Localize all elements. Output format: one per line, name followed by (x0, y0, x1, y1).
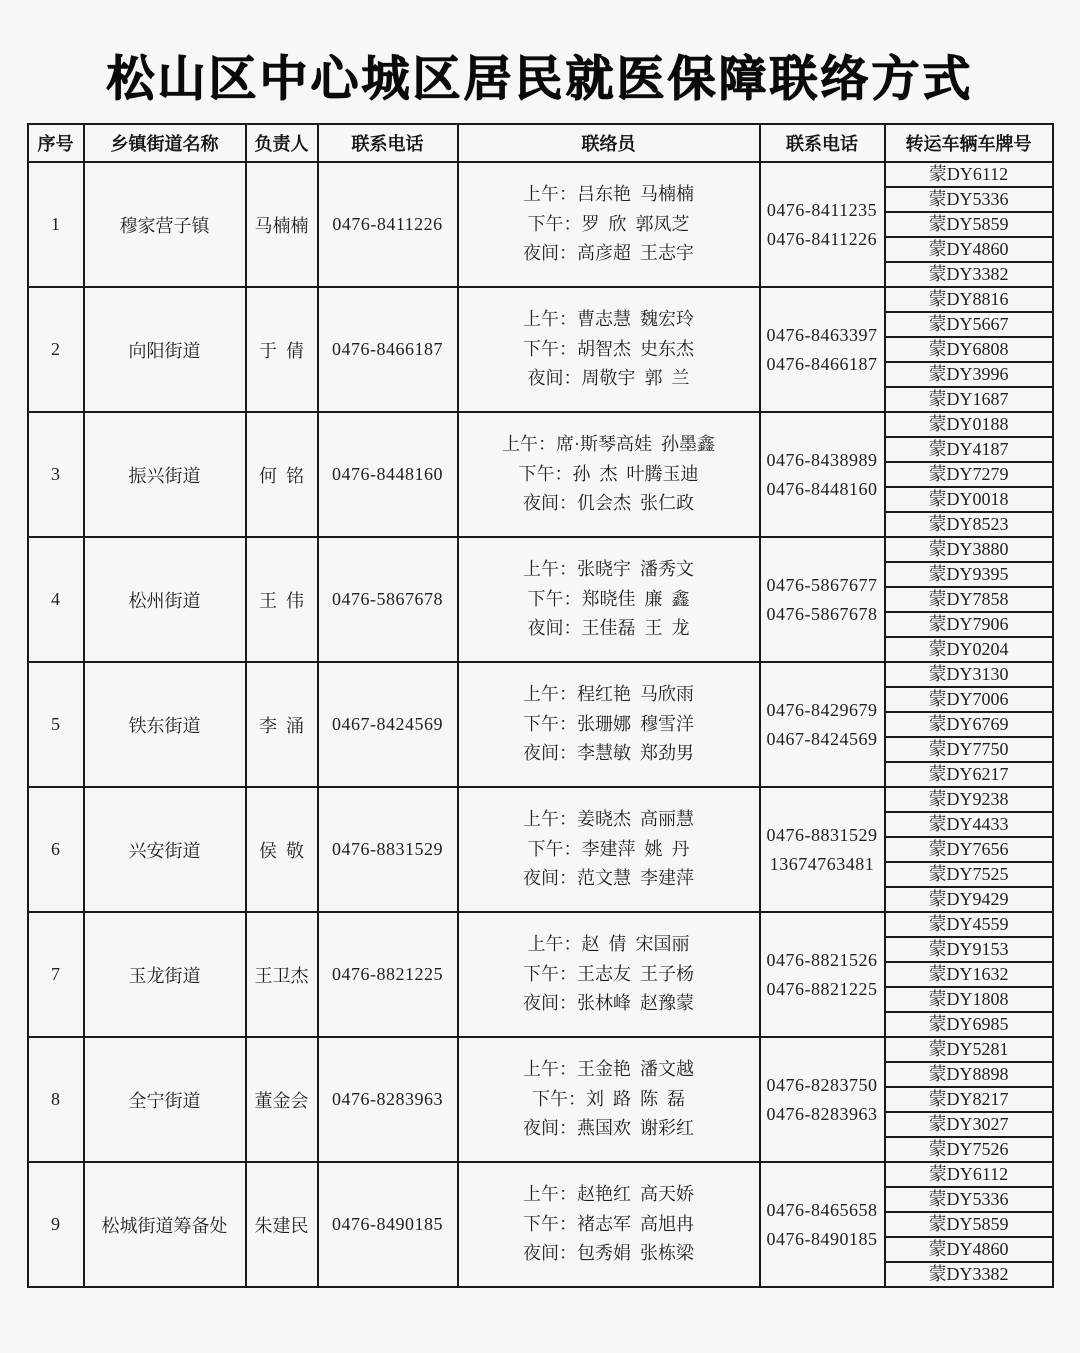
liaison-line: 夜间：王佳磊 王 龙 (527, 618, 690, 639)
liaison-phone-line: 0476-8411235 (766, 199, 878, 220)
cell-row-number: 5 (28, 662, 84, 787)
cell-vehicle-plate: 蒙DY7279 (885, 462, 1053, 487)
cell-vehicle-plate: 蒙DY7750 (885, 737, 1053, 762)
liaison-phone-line: 0467-8424569 (766, 728, 878, 749)
liaison-phone-line: 0476-8463397 (766, 324, 878, 345)
liaison-phone-line: 0476-8465658 (766, 1199, 878, 1220)
liaison-phone-line: 0476-8466187 (766, 353, 878, 374)
cell-liaisons (458, 912, 760, 1037)
cell-leader-phone: 0467-8424569 (318, 662, 458, 787)
cell-row-number: 4 (28, 537, 84, 662)
cell-leader-phone: 0476-8821225 (318, 912, 458, 1037)
cell-vehicle-plate: 蒙DY6985 (885, 1012, 1053, 1037)
cell-vehicle-plate: 蒙DY5281 (885, 1037, 1053, 1062)
liaison-line: 上午：吕东艳 马楠楠 (523, 183, 694, 204)
cell-vehicle-plate: 蒙DY5336 (885, 1187, 1053, 1212)
liaison-line: 上午：赵艳红 高天娇 (523, 1183, 694, 1204)
cell-vehicle-plate: 蒙DY8217 (885, 1087, 1053, 1112)
liaison-line: 下午：刘 路 陈 磊 (532, 1088, 685, 1109)
liaison-phone-line: 0476-8411226 (766, 228, 878, 249)
cell-liaisons (458, 662, 760, 787)
cell-street-name: 向阳街道 (84, 287, 246, 412)
liaison-phone-line: 0476-8821526 (766, 949, 878, 970)
cell-leader-phone: 0476-8466187 (318, 287, 458, 412)
cell-vehicle-plate: 蒙DY5336 (885, 187, 1053, 212)
cell-vehicle-plate: 蒙DY0018 (885, 487, 1053, 512)
column-header: 序号 (28, 124, 84, 162)
liaison-line: 下午：李建萍 姚 丹 (527, 838, 690, 859)
table-row (28, 537, 1053, 562)
cell-leader-name: 王卫杰 (246, 912, 318, 1037)
liaison-line: 夜间：张林峰 赵豫蒙 (523, 993, 694, 1014)
cell-liaison-phones (760, 662, 885, 787)
cell-vehicle-plate: 蒙DY3996 (885, 362, 1053, 387)
liaison-line: 上午：程红艳 马欣雨 (523, 683, 694, 704)
cell-liaisons (458, 1037, 760, 1162)
cell-liaisons (458, 162, 760, 287)
cell-vehicle-plate: 蒙DY4433 (885, 812, 1053, 837)
cell-leader-phone: 0476-5867678 (318, 537, 458, 662)
cell-liaison-phones (760, 1162, 885, 1287)
cell-street-name: 穆家营子镇 (84, 162, 246, 287)
column-header: 联系电话 (760, 124, 885, 162)
cell-liaison-phones (760, 537, 885, 662)
liaison-phone-line: 0476-5867678 (766, 603, 878, 624)
cell-street-name: 松城街道筹备处 (84, 1162, 246, 1287)
table-row (28, 1037, 1053, 1062)
cell-vehicle-plate: 蒙DY9153 (885, 937, 1053, 962)
liaison-line: 上午：席·斯琴高娃 孙墨鑫 (502, 433, 715, 454)
cell-vehicle-plate: 蒙DY8523 (885, 512, 1053, 537)
cell-vehicle-plate: 蒙DY8898 (885, 1062, 1053, 1087)
cell-row-number: 3 (28, 412, 84, 537)
liaison-line: 夜间：高彦超 王志宇 (523, 243, 694, 264)
cell-row-number: 7 (28, 912, 84, 1037)
column-header: 联络员 (458, 124, 760, 162)
liaison-line: 夜间：李慧敏 郑劲男 (523, 743, 694, 764)
table-row (28, 162, 1053, 187)
cell-street-name: 全宁街道 (84, 1037, 246, 1162)
cell-vehicle-plate: 蒙DY6112 (885, 1162, 1053, 1187)
table-header-row (28, 124, 1053, 162)
cell-leader-name: 董金会 (246, 1037, 318, 1162)
liaison-line: 下午：张珊娜 穆雪洋 (523, 713, 694, 734)
liaison-line: 下午：孙 杰 叶腾玉迪 (518, 463, 699, 484)
cell-leader-phone: 0476-8490185 (318, 1162, 458, 1287)
liaison-line: 夜间：包秀娟 张栋梁 (523, 1243, 694, 1264)
cell-leader-phone: 0476-8448160 (318, 412, 458, 537)
column-header: 联系电话 (318, 124, 458, 162)
liaison-line: 下午：郑晓佳 廉 鑫 (527, 588, 690, 609)
liaison-phone-line: 0476-8821225 (766, 978, 878, 999)
table-body (28, 162, 1053, 1287)
cell-street-name: 玉龙街道 (84, 912, 246, 1037)
cell-row-number: 6 (28, 787, 84, 912)
liaison-phone-line: 13674763481 (769, 853, 875, 874)
liaison-line: 上午：曹志慧 魏宏玲 (523, 308, 694, 329)
cell-vehicle-plate: 蒙DY9429 (885, 887, 1053, 912)
liaison-line: 上午：赵 倩 宋国丽 (527, 933, 690, 954)
column-header: 转运车辆车牌号 (885, 124, 1053, 162)
cell-vehicle-plate: 蒙DY3382 (885, 1262, 1053, 1287)
liaison-phone-line: 0476-8283963 (766, 1103, 878, 1124)
cell-vehicle-plate: 蒙DY7006 (885, 687, 1053, 712)
table-row (28, 787, 1053, 812)
cell-vehicle-plate: 蒙DY9395 (885, 562, 1053, 587)
cell-vehicle-plate: 蒙DY6217 (885, 762, 1053, 787)
cell-liaison-phones (760, 787, 885, 912)
cell-vehicle-plate: 蒙DY9238 (885, 787, 1053, 812)
cell-liaison-phones (760, 1037, 885, 1162)
cell-vehicle-plate: 蒙DY4860 (885, 1237, 1053, 1262)
liaison-phone-line: 0476-8438989 (766, 449, 878, 470)
cell-vehicle-plate: 蒙DY6769 (885, 712, 1053, 737)
cell-vehicle-plate: 蒙DY8816 (885, 287, 1053, 312)
liaison-phone-line: 0476-8429679 (766, 699, 878, 720)
cell-vehicle-plate: 蒙DY7858 (885, 587, 1053, 612)
liaison-phone-line: 0476-5867677 (766, 574, 878, 595)
liaison-line: 下午：罗 欣 郭凤芝 (527, 213, 690, 234)
cell-vehicle-plate: 蒙DY3382 (885, 262, 1053, 287)
cell-vehicle-plate: 蒙DY5859 (885, 212, 1053, 237)
cell-vehicle-plate: 蒙DY3130 (885, 662, 1053, 687)
cell-vehicle-plate: 蒙DY7656 (885, 837, 1053, 862)
cell-vehicle-plate: 蒙DY7525 (885, 862, 1053, 887)
liaison-line: 夜间：燕国欢 谢彩红 (523, 1118, 694, 1139)
cell-vehicle-plate: 蒙DY4187 (885, 437, 1053, 462)
column-header: 乡镇街道名称 (84, 124, 246, 162)
cell-vehicle-plate: 蒙DY1632 (885, 962, 1053, 987)
liaison-line: 上午：姜晓杰 高丽慧 (523, 808, 694, 829)
cell-row-number: 9 (28, 1162, 84, 1287)
cell-vehicle-plate: 蒙DY0204 (885, 637, 1053, 662)
liaison-line: 上午：王金艳 潘文越 (523, 1058, 694, 1079)
cell-leader-name: 马楠楠 (246, 162, 318, 287)
cell-leader-name: 王 伟 (246, 537, 318, 662)
cell-street-name: 振兴街道 (84, 412, 246, 537)
liaison-line: 下午：胡智杰 史东杰 (523, 338, 694, 359)
table-row (28, 412, 1053, 437)
cell-liaisons (458, 1162, 760, 1287)
cell-liaison-phones (760, 162, 885, 287)
cell-liaisons (458, 787, 760, 912)
cell-vehicle-plate: 蒙DY3880 (885, 537, 1053, 562)
table-row (28, 287, 1053, 312)
cell-street-name: 兴安街道 (84, 787, 246, 912)
cell-vehicle-plate: 蒙DY7906 (885, 612, 1053, 637)
cell-liaison-phones (760, 912, 885, 1037)
cell-liaisons (458, 412, 760, 537)
liaison-line: 上午：张晓宇 潘秀文 (523, 558, 694, 579)
liaison-phone-line: 0476-8831529 (766, 824, 878, 845)
cell-leader-phone: 0476-8411226 (318, 162, 458, 287)
liaison-line: 下午：王志友 王子杨 (523, 963, 694, 984)
cell-liaisons (458, 537, 760, 662)
page-title: 松山区中心城区居民就医保障联络方式 (106, 53, 974, 106)
cell-leader-name: 何 铭 (246, 412, 318, 537)
cell-vehicle-plate: 蒙DY1808 (885, 987, 1053, 1012)
cell-vehicle-plate: 蒙DY6112 (885, 162, 1053, 187)
cell-vehicle-plate: 蒙DY4860 (885, 237, 1053, 262)
cell-vehicle-plate: 蒙DY5859 (885, 1212, 1053, 1237)
liaison-line: 夜间：仉会杰 张仁政 (523, 493, 694, 514)
cell-vehicle-plate: 蒙DY3027 (885, 1112, 1053, 1137)
cell-leader-name: 侯 敬 (246, 787, 318, 912)
cell-vehicle-plate: 蒙DY4559 (885, 912, 1053, 937)
liaison-line: 夜间：周敬宇 郭 兰 (527, 368, 690, 389)
cell-leader-name: 李 涌 (246, 662, 318, 787)
table-row (28, 662, 1053, 687)
cell-vehicle-plate: 蒙DY7526 (885, 1137, 1053, 1162)
cell-vehicle-plate: 蒙DY5667 (885, 312, 1053, 337)
liaison-phone-line: 0476-8283750 (766, 1074, 878, 1095)
liaison-line: 夜间：范文慧 李建萍 (523, 868, 694, 889)
cell-leader-phone: 0476-8283963 (318, 1037, 458, 1162)
column-header: 负责人 (246, 124, 318, 162)
cell-vehicle-plate: 蒙DY6808 (885, 337, 1053, 362)
cell-street-name: 松州街道 (84, 537, 246, 662)
liaison-line: 下午：褚志军 高旭冉 (523, 1213, 694, 1234)
cell-vehicle-plate: 蒙DY0188 (885, 412, 1053, 437)
liaison-phone-line: 0476-8490185 (766, 1228, 878, 1249)
contact-table (27, 123, 1054, 1288)
cell-row-number: 8 (28, 1037, 84, 1162)
cell-liaison-phones (760, 412, 885, 537)
cell-row-number: 1 (28, 162, 84, 287)
cell-leader-name: 于 倩 (246, 287, 318, 412)
table-row (28, 1162, 1053, 1187)
table-head (28, 124, 1053, 162)
cell-liaison-phones (760, 287, 885, 412)
cell-leader-name: 朱建民 (246, 1162, 318, 1287)
cell-row-number: 2 (28, 287, 84, 412)
cell-vehicle-plate: 蒙DY1687 (885, 387, 1053, 412)
cell-street-name: 铁东街道 (84, 662, 246, 787)
cell-leader-phone: 0476-8831529 (318, 787, 458, 912)
liaison-phone-line: 0476-8448160 (766, 478, 878, 499)
cell-liaisons (458, 287, 760, 412)
table-row (28, 912, 1053, 937)
